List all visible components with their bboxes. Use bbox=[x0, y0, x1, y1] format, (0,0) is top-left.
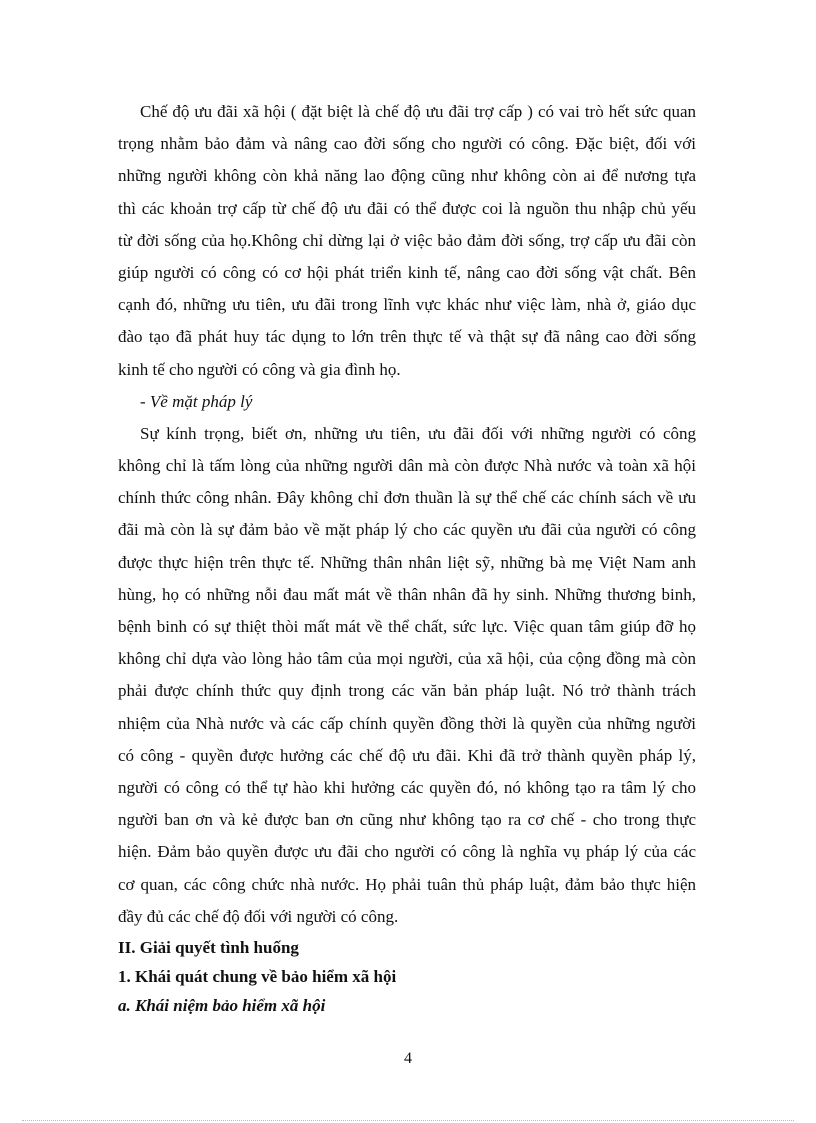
text-line: đãi mà còn là sự đảm bảo về mặt pháp lý cho các quyền ưu đãi của người có công bbox=[118, 520, 696, 540]
legal-aspect-subheading: - Về mặt pháp lý bbox=[140, 391, 253, 411]
text-line: từ đời sống của họ.Không chỉ dừng lại ở việc bảo đảm đời sống, trợ cấp ưu đãi còn bbox=[118, 230, 696, 250]
text-line: cạnh đó, những ưu tiên, ưu đãi trong lĩnh vực khác như việc làm, nhà ở, giáo dục bbox=[118, 295, 696, 315]
item-heading: a. Khái niệm bảo hiểm xã hội bbox=[118, 995, 326, 1015]
page-number: 4 bbox=[404, 1050, 412, 1067]
text-line: bệnh binh có sự thiệt thòi mất mát về thể chất, sức lực. Việc quan tâm giúp đỡ họ bbox=[118, 617, 696, 636]
text-line: trọng nhằm bảo đảm và nâng cao đời sống cho người có công. Đặc biệt, đối với bbox=[118, 134, 696, 154]
text-line: không chỉ dựa vào lòng hảo tâm của mọi người, của xã hội, của cộng đồng mà còn bbox=[118, 649, 696, 669]
paragraph bbox=[118, 418, 696, 933]
text-line: có công - quyền được hưởng các chế độ ưu đãi. Khi đã trở thành quyền pháp lý, bbox=[118, 745, 696, 765]
text-line: giúp người có công có cơ hội phát triển kinh tế, nâng cao đời sống vật chất. Bên bbox=[118, 262, 696, 282]
text-line: hiện. Đảm bảo quyền được ưu đãi cho người có công là nghĩa vụ pháp lý của các bbox=[118, 842, 696, 862]
text-line: đầy đủ các chế độ đối với người có công. bbox=[118, 906, 399, 926]
document-body bbox=[118, 96, 696, 1020]
text-line: đào tạo đã phát huy tác dụng to lớn trên thực tế và thật sự đã nâng cao đời sống bbox=[118, 327, 696, 347]
page-bottom-border bbox=[22, 1120, 794, 1121]
text-line: nhiệm của Nhà nước và các cấp chính quyền đồng thời là quyền của những người bbox=[118, 713, 696, 733]
text-line: người có công có thể tự hào khi hưởng các quyền đó, nó không tạo ra tâm lý cho bbox=[118, 777, 696, 797]
text-line: chính thức công nhân. Đây không chỉ đơn thuần là sự thể chế các chính sách về ưu bbox=[118, 488, 696, 508]
text-line: những người không còn khả năng lao động cũng như không còn ai để nương tựa bbox=[118, 166, 696, 186]
text-line: thì các khoản trợ cấp từ chế độ ưu đãi có thể được coi là nguồn thu nhập chủ yếu bbox=[118, 198, 696, 218]
text-line: được thực hiện trên thực tế. Những thân nhân liệt sỹ, những bà mẹ Việt Nam anh bbox=[118, 552, 696, 572]
text-line: kinh tế cho người có công và gia đình họ. bbox=[118, 359, 401, 379]
subsection-heading: 1. Khái quát chung về bảo hiểm xã hội bbox=[118, 966, 397, 986]
paragraph bbox=[118, 96, 696, 386]
text-line: không chỉ là tấm lòng của những người dân mà còn được Nhà nước và toàn xã hội bbox=[118, 456, 696, 476]
text-line: phải được chính thức quy định trong các văn bản pháp luật. Nó trở thành trách bbox=[118, 681, 696, 701]
text-line: Sự kính trọng, biết ơn, những ưu tiên, ưu đãi đối với những người có công bbox=[140, 423, 696, 443]
text-line: cơ quan, các công chức nhà nước. Họ phải tuân thủ pháp luật, đảm bảo thực hiện bbox=[118, 874, 696, 894]
text-line: hùng, họ có những nỗi đau mất mát về thân nhân đã hy sinh. Những thương binh, bbox=[118, 584, 696, 604]
text-line: người ban ơn và kẻ được ban ơn cũng như không tạo ra cơ chế - cho trong thực bbox=[118, 810, 696, 830]
section-heading: II. Giải quyết tình huống bbox=[118, 937, 299, 957]
text-line: Chế độ ưu đãi xã hội ( đặt biệt là chế độ ưu đãi trợ cấp ) có vai trò hết sức quan bbox=[140, 102, 696, 121]
